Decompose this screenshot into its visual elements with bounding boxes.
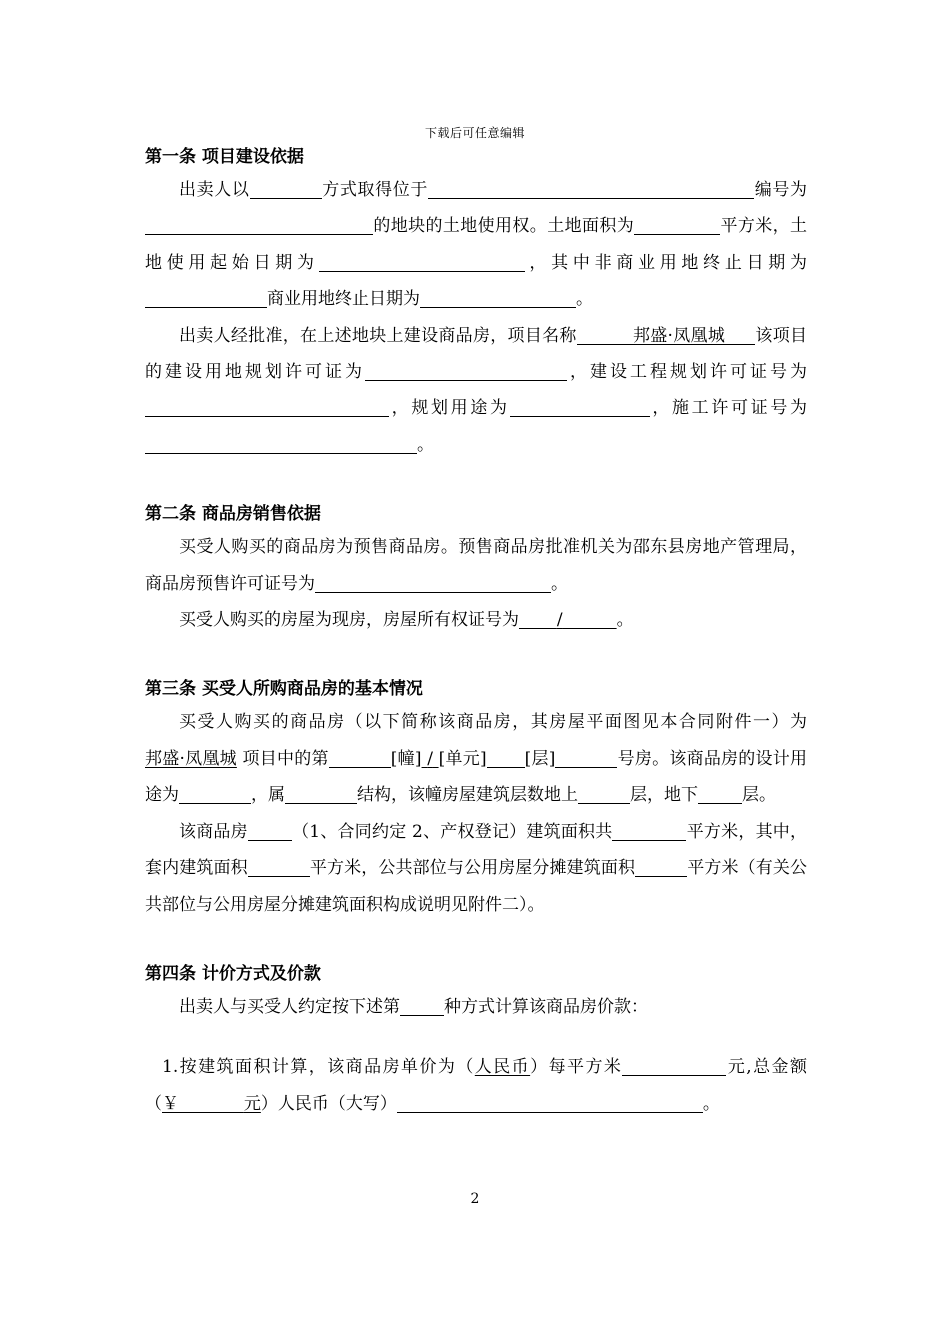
text: 元,总金额（ bbox=[145, 1057, 808, 1114]
blank-field[interactable] bbox=[510, 396, 650, 417]
blank-field[interactable] bbox=[725, 324, 755, 345]
text: 层。 bbox=[742, 785, 776, 806]
text: 。 bbox=[616, 610, 634, 631]
certificate-number bbox=[519, 610, 617, 630]
text: 出卖人以 bbox=[179, 180, 250, 200]
text: 的地块的土地使用权。土地面积为 bbox=[373, 216, 635, 237]
text: 项目中的第 bbox=[242, 748, 329, 769]
text: 商业用地终止日期为 bbox=[267, 289, 420, 310]
blank-field[interactable] bbox=[428, 178, 754, 199]
text: 。 bbox=[417, 434, 434, 455]
blank-field[interactable] bbox=[578, 783, 630, 804]
text: [层] bbox=[524, 748, 556, 769]
section-3-title: 第三条 买受人所购商品房的基本情况 bbox=[145, 679, 423, 700]
text: ，规划用途为 bbox=[389, 398, 510, 419]
text: 编号为 bbox=[754, 180, 808, 200]
spacer bbox=[145, 1025, 807, 1049]
header-note: 下载后可任意编辑 bbox=[424, 126, 525, 140]
text: 种方式计算该商品房价款： bbox=[444, 996, 648, 1017]
section-1-title: 第一条 项目建设依据 bbox=[145, 147, 304, 167]
project-name: 邦盛·凤凰城 bbox=[145, 748, 237, 769]
text: 买受人购买的商品房（以下简称该商品房，其房屋平面图见本合同附件一）为 bbox=[179, 712, 807, 733]
text: [幢] bbox=[390, 748, 422, 769]
blank-field[interactable] bbox=[622, 1055, 726, 1076]
blank-field[interactable] bbox=[248, 820, 292, 841]
section-1-paragraph-2 bbox=[145, 318, 807, 464]
blank-field[interactable] bbox=[634, 214, 720, 235]
blank-field[interactable] bbox=[397, 1092, 703, 1113]
section-3-paragraph-2 bbox=[145, 814, 807, 923]
text: 。 bbox=[551, 573, 568, 594]
text: 方式取得位于 bbox=[321, 180, 429, 200]
blank-field[interactable] bbox=[145, 214, 373, 235]
section-4-title: 第四条 计价方式及价款 bbox=[145, 963, 321, 984]
blank-field[interactable] bbox=[612, 820, 686, 841]
text: （1、合同约定 2、产权登记）建筑面积共 bbox=[291, 821, 613, 842]
text: ）人民币（大写） bbox=[260, 1093, 397, 1114]
blank-field[interactable] bbox=[420, 287, 576, 308]
blank-field[interactable] bbox=[145, 433, 417, 454]
text: 结构，该幢房屋建筑层数地上 bbox=[357, 785, 578, 806]
text: 平方米，其中，套内建筑面积 bbox=[145, 821, 808, 879]
text: 平方米，土地使用起始日期为 bbox=[145, 216, 808, 273]
blank-field[interactable] bbox=[365, 360, 567, 381]
text: 出卖人经批准，在上述地块上建设商品房，项目名称 bbox=[179, 325, 577, 346]
blank-field[interactable] bbox=[179, 783, 251, 804]
blank-field[interactable] bbox=[319, 251, 525, 272]
text: ，施工许可证号为 bbox=[649, 398, 808, 419]
blank-field[interactable] bbox=[285, 783, 357, 804]
blank-field[interactable] bbox=[329, 747, 391, 768]
section-2-title: 第二条 商品房销售依据 bbox=[145, 504, 321, 525]
section-2-paragraph-2 bbox=[145, 602, 807, 638]
spacer bbox=[145, 638, 807, 674]
blank-field[interactable] bbox=[145, 396, 389, 417]
text: ，建设工程规划许可证号为 bbox=[567, 362, 807, 383]
blank-field[interactable] bbox=[698, 783, 742, 804]
spacer bbox=[145, 463, 807, 499]
unit-slash bbox=[422, 749, 439, 769]
section-3-paragraph-1 bbox=[145, 704, 807, 813]
text: 买受人购买的商品房为预售商品房。预售商品房批准机关为邵东县房地产管理局，商品房预售许可证号为 bbox=[145, 537, 807, 594]
blank-field[interactable] bbox=[635, 856, 687, 877]
blank-field[interactable] bbox=[315, 572, 551, 593]
yuan-unit: 元 bbox=[243, 1093, 261, 1114]
certificate-value: / bbox=[556, 610, 563, 631]
text: 层，地下 bbox=[630, 785, 698, 806]
currency-value: 人民币 bbox=[474, 1057, 531, 1078]
blank-field[interactable] bbox=[555, 747, 617, 768]
slash-value: / bbox=[427, 748, 433, 769]
blank-field[interactable] bbox=[487, 747, 525, 768]
yen-symbol: ￥ bbox=[162, 1093, 179, 1114]
section-4-item-1 bbox=[145, 1049, 807, 1122]
spacer bbox=[145, 923, 807, 959]
blank-field[interactable] bbox=[250, 178, 322, 199]
section-4-paragraph-1 bbox=[145, 989, 807, 1025]
total-amount-field bbox=[162, 1094, 261, 1114]
blank-field[interactable] bbox=[577, 324, 633, 345]
text: 。 bbox=[576, 289, 593, 310]
text: 买受人购买的房屋为现房，房屋所有权证号为 bbox=[179, 610, 519, 631]
text: [单元] bbox=[438, 748, 487, 769]
text: ，其中非商业用地终止日期为 bbox=[524, 252, 808, 273]
text: ，属 bbox=[251, 785, 285, 806]
text: 平方米，公共部位与公用房屋分摊建筑面积 bbox=[309, 858, 636, 879]
text: ）每平方米 bbox=[530, 1057, 623, 1078]
section-2-paragraph-1 bbox=[145, 529, 807, 602]
text: 出卖人与买受人约定按下述第 bbox=[179, 996, 400, 1017]
text: 平方米（有关公共部位与公用房屋分摊建筑面积构成说明见附件二）。 bbox=[145, 858, 808, 915]
project-name: 邦盛·凤凰城 bbox=[632, 325, 726, 346]
text: 该商品房 bbox=[179, 821, 248, 842]
text: 1.按建筑面积计算，该商品房单价为（ bbox=[162, 1057, 475, 1078]
blank-field[interactable] bbox=[145, 287, 267, 308]
section-1-paragraph-1 bbox=[145, 172, 807, 318]
contract-body bbox=[145, 142, 807, 1122]
text: 号房。该商品房的设计用途为 bbox=[145, 748, 808, 806]
page-number: 2 bbox=[470, 1191, 480, 1207]
text: 。 bbox=[702, 1093, 720, 1114]
blank-field[interactable] bbox=[400, 995, 444, 1016]
text: 该项目的建设用地规划许可证为 bbox=[145, 325, 808, 383]
blank-field[interactable] bbox=[248, 856, 310, 877]
